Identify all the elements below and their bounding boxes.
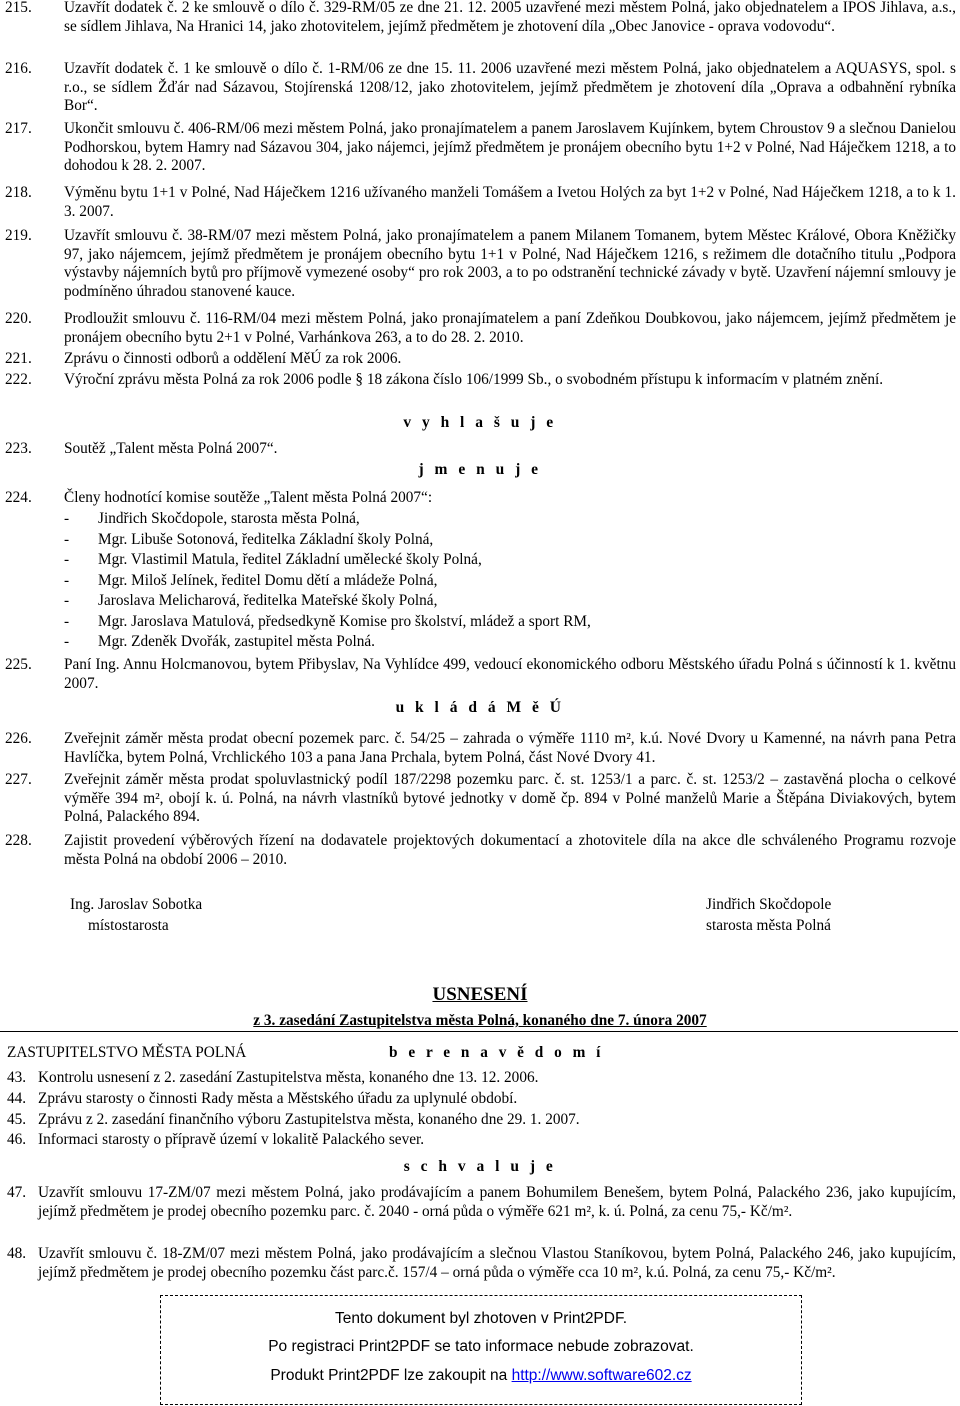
member-text: Jaroslava Melicharová, ředitelka Mateřské školy Polná,	[98, 592, 438, 609]
item-text: Uzavřít smlouvu 17-ZM/07 mezi městem Polná, jako prodávajícím a panem Bohumilem Benešem, bytem Polná, Palackého 236, jako kupujícím, jejímž předmětem je prodej obecního pozemku parc. č. 2040 - orná půda o výměře 621 m², k. ú. Polná, za cenu 75,- Kč/m².	[38, 1184, 956, 1220]
watermark-text: Produkt Print2PDF lze zakoupit na	[270, 1367, 512, 1384]
item-text: Kontrolu usnesení z 2. zasedání Zastupitelstva města, konaného dne 13. 12. 2006.	[38, 1069, 539, 1086]
watermark-line: Tento dokument byl zhotoven v Print2PDF.	[334, 1310, 628, 1327]
item-number: 222.	[5, 371, 32, 388]
page-subtitle: z 3. zasedání Zastupitelstva města Polná, konaného dne 7. února 2007	[253, 1012, 707, 1029]
item-number: 46.	[7, 1131, 27, 1148]
item-number: 221.	[5, 350, 32, 367]
list-dash: -	[64, 633, 70, 650]
item-text: Informaci starosty o přípravě území v lokalitě Palackého sever.	[38, 1131, 425, 1148]
item-number: 215.	[5, 0, 32, 16]
watermark-line	[161, 1367, 801, 1386]
item-number: 228.	[5, 832, 32, 849]
item-text: Zajistit provedení výběrových řízení na dodavatele projektových dokumentací a zhotovitele díla na akce dle schváleného Programu rozvoje města Polná na období 2006 – 2010.	[64, 832, 956, 868]
section-heading-uklada: u k l á d á M ě Ú	[395, 699, 565, 716]
item-text: Uzavřít smlouvu č. 18-ZM/07 mezi městem Polná, jako prodávajícím a slečnou Vlastou Staníkovou, bytem Polná, Palackého 246, jako kupujícím, jejímž předmětem je prodej obecního pozemku část parc.č. 157/4 – orná půda o výměře cca 10 m², k.ú. Polná, za cenu 75,- Kč/m².	[38, 1245, 956, 1281]
item-text: Výroční zprávu města Polná za rok 2006 podle § 18 zákona číslo 106/1999 Sb., o svobodném přístupu k informacím v platném znění.	[64, 371, 884, 388]
item-number: 224.	[5, 489, 32, 506]
section-heading-schvaluje: s c h v a l u j e	[403, 1158, 557, 1175]
member-text: Mgr. Zdeněk Dvořák, zastupitel města Polná.	[98, 633, 375, 650]
item-text: Zveřejnit záměr města prodat spoluvlastnický podíl 187/2298 pozemku parc. č. st. 1253/1 a parc. č. st. 1253/2 – zastavěná plocha o celkové výměře 394 m², obojí k. ú. Polná, na návrh vlastníků bytové jednotky v domě čp. 894 v Polné manželů Marie a Štěpána Diviakových, bytem Polná, Palackého 894.	[64, 771, 956, 826]
item-text: Paní Ing. Annu Holcmanovou, bytem Přibyslav, Na Vyhlídce 499, vedoucí ekonomického odboru Městského úřadu Polná s účinností k 1. květnu 2007.	[64, 656, 956, 692]
item-number: 220.	[5, 310, 32, 327]
page-title: USNESENÍ	[432, 984, 528, 1005]
signature-name: Ing. Jaroslav Sobotka	[70, 896, 203, 913]
list-dash: -	[64, 510, 70, 527]
item-number: 219.	[5, 227, 32, 244]
item-number: 44.	[7, 1090, 27, 1107]
list-item	[64, 551, 591, 572]
item-number: 217.	[5, 120, 32, 137]
list-item	[64, 531, 591, 552]
item-text: Zprávu z 2. zasedání finančního výboru Zastupitelstva města, konaného dne 29. 1. 2007.	[38, 1111, 580, 1128]
member-text: Mgr. Jaroslava Matulová, předsedkyně Komise pro školství, mládež a sport RM,	[98, 612, 591, 630]
software602-link[interactable]: http://www.software602.cz	[511, 1367, 692, 1384]
signature-right	[706, 894, 831, 936]
item-number: 216.	[5, 60, 32, 77]
list-item	[64, 613, 591, 634]
print2pdf-watermark-box	[160, 1295, 802, 1405]
item-text: Zprávu starosty o činnosti Rady města a Městského úřadu za uplynulé období.	[38, 1090, 518, 1107]
item-number: 47.	[7, 1184, 27, 1201]
list-dash: -	[64, 530, 70, 548]
item-text: Prodloužit smlouvu č. 116-RM/04 mezi městem Polná, jako pronajímatelem a paní Zdeňkou Doubkovou, jako nájemcem, jejímž předmětem je pronájem obecního bytu 2+1 v Polné, Varhánkova 263, a to do 28. 2. 2010.	[64, 310, 956, 346]
item-text: Zveřejnit záměr města prodat obecní pozemek parc. č. 54/25 – zahrada o výměře 1110 m², k.ú. Nové Dvory u Kamenné, na návrh pana Petra Havlíčka, bytem Polná, Vrchlického 103 a pana Jana Prchala, bytem Polná, část Nové Dvory 41.	[64, 730, 956, 766]
item-number: 43.	[7, 1069, 27, 1086]
item-text: Uzavřít dodatek č. 1 ke smlouvě o dílo č. 1-RM/06 ze dne 15. 11. 2006 uzavřené mezi městem Polná, jako objednatelem a AQUASYS, spol. s r.o., se sídlem Žďár nad Sázavou, Stojírenská 1208/12, jako zhotovitelem, jejímž předmětem je zhotovení díla „Oprava a odbahnění rybníka Bor“.	[64, 60, 956, 115]
council-label: ZASTUPITELSTVO MĚSTA POLNÁ	[7, 1044, 247, 1061]
section-heading-vyhlasuje: v y h l a š u j e	[403, 414, 557, 431]
signature-role: místostarosta	[88, 917, 169, 934]
divider	[0, 1031, 958, 1032]
item-number: 218.	[5, 184, 32, 201]
watermark-line: Po registraci Print2PDF se tato informace nebude zobrazovat.	[268, 1338, 694, 1355]
list-dash: -	[64, 612, 70, 630]
item-number: 225.	[5, 656, 32, 673]
member-text: Mgr. Miloš Jelínek, ředitel Domu dětí a mládeže Polná,	[98, 571, 438, 589]
signature-role: starosta města Polná	[706, 917, 831, 934]
item-text: Výměnu bytu 1+1 v Polné, Nad Háječkem 1216 užívaného manželi Tomášem a Ivetou Holých za byt 1+2 v Polné, Nad Háječkem 1218, a to k 1. 3. 2007.	[64, 184, 956, 220]
committee-members-list	[64, 510, 591, 654]
member-text: Jindřich Skočdopole, starosta města Polná,	[98, 510, 360, 527]
list-dash: -	[64, 551, 70, 568]
list-item	[64, 510, 591, 531]
item-number: 226.	[5, 730, 32, 747]
signature-name: Jindřich Skočdopole	[706, 896, 832, 913]
item-text: Ukončit smlouvu č. 406-RM/06 mezi městem Polná, jako pronajímatelem a panem Jaroslavem Kujínkem, bytem Chroustov 9 a slečnou Danielou Podhorskou, bytem Hamry nad Sázavou 304, jako nájemci, jejímž předmětem je pronájem obecního bytu 1+2 v Polné, Nad Háječkem 1218, a to dohodou k 28. 2. 2007.	[64, 120, 956, 175]
item-text: Zprávu o činnosti odborů a oddělení MěÚ za rok 2006.	[64, 350, 402, 367]
item-text: Soutěž „Talent města Polná 2007“.	[64, 440, 278, 457]
section-heading-jmenuje: j m e n u j e	[418, 461, 542, 478]
item-text: Uzavřít smlouvu č. 38-RM/07 mezi městem Polná, jako pronajímatelem a panem Milanem Tomanem, bytem Městec Králové, Obora Kněžičky 97, jako nájemcem, jejímž předmětem je pronájem obecního bytu 1+1 v Polné, Nad Háječkem 1216, s režimem dle dotačního titulu „Podpora výstavby nájemních bytů pro příjmově vymezené osoby“ pro rok 2003, a to po odstranění technické závady v bytě. Uzavření nájemní smlouvy je podmíněno úhradou stanovené kauce.	[64, 227, 956, 300]
list-dash: -	[64, 571, 70, 589]
section-heading-bere: b e r e n a v ě d o m í	[389, 1044, 604, 1061]
member-text: Mgr. Vlastimil Matula, ředitel Základní umělecké školy Polná,	[98, 551, 482, 568]
item-number: 227.	[5, 771, 32, 788]
signature-left	[70, 894, 202, 936]
item-number: 48.	[7, 1245, 27, 1262]
member-text: Mgr. Libuše Sotonová, ředitelka Základní školy Polná,	[98, 530, 434, 548]
list-item	[64, 572, 591, 593]
item-number: 223.	[5, 440, 32, 457]
item-number: 45.	[7, 1111, 27, 1128]
list-item	[64, 633, 591, 654]
list-dash: -	[64, 592, 70, 609]
list-item	[64, 592, 591, 613]
item-text: Členy hodnotící komise soutěže „Talent města Polná 2007“:	[64, 489, 433, 506]
item-text: Uzavřít dodatek č. 2 ke smlouvě o dílo č. 329-RM/05 ze dne 21. 12. 2005 uzavřené mezi městem Polná, jako objednatelem a IPOS Jihlava, a.s., se sídlem Jihlava, Na Hranici 14, jako zhotovitelem, jejímž předmětem je zhotovení díla „Obec Janovice - oprava vodovodu“.	[64, 0, 956, 35]
